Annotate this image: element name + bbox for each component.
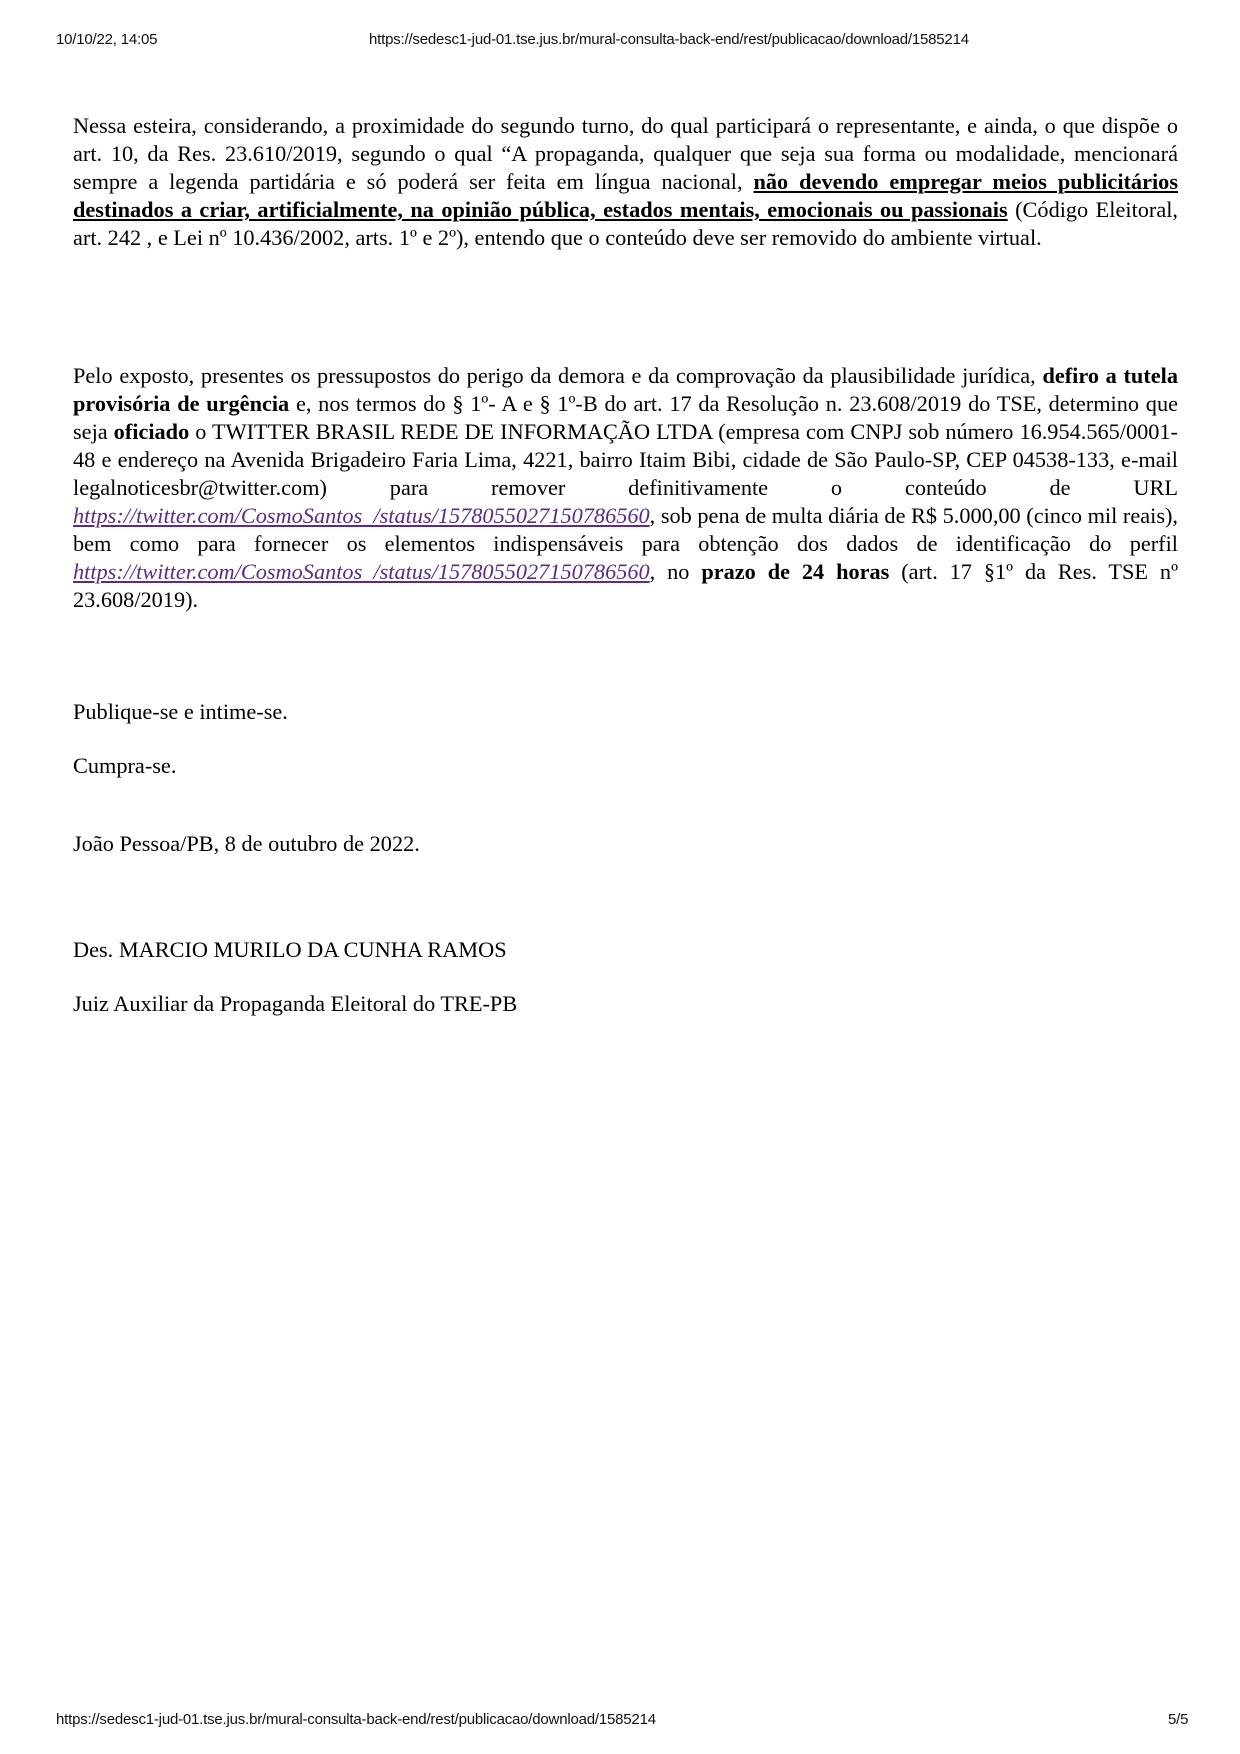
print-header-url: https://sedesc1-jud-01.tse.jus.br/mural-consulta-back-end/rest/publicacao/download/1585214: [369, 31, 969, 48]
p2-bold-oficiado: oficiado: [113, 419, 190, 444]
page-number: 5/5: [1168, 1711, 1189, 1728]
p2-text-5: , no: [649, 559, 702, 584]
signer-role: Juiz Auxiliar da Propaganda Eleitoral do TRE-PB: [73, 991, 518, 1016]
paragraph-considerations: [73, 112, 1178, 252]
p2-bold-defiro: defiro a tutela provisória de urgência: [73, 363, 1178, 416]
print-footer-url: https://sedesc1-jud-01.tse.jus.br/mural-consulta-back-end/rest/publicacao/download/1585214: [56, 1711, 656, 1728]
p2-text-1: Pelo exposto, presentes os pressupostos do perigo da demora e da comprovação da plausibilidade jurídica,: [73, 363, 1043, 388]
place-and-date: João Pessoa/PB, 8 de outubro de 2022.: [73, 831, 420, 856]
print-datetime: 10/10/22, 14:05: [56, 31, 158, 48]
tweet-url-link-1[interactable]: https://twitter.com/CosmoSantos_/status/1578055027150786560: [73, 503, 650, 528]
p1-text-1: Nessa esteira, considerando, a proximidade do segundo turno, do qual participará o representante, e ainda, o que dispõe o art. 10, da Res. 23.610/2019, segundo o qual “A propaganda, qualquer que seja sua forma ou modalidade, mencionará sempre a legenda partidária e só poderá ser feita em língua nacional,: [73, 113, 1178, 194]
p2-bold-prazo: prazo de 24 horas: [701, 559, 890, 584]
publish-order: Publique-se e intime-se.: [73, 699, 288, 724]
p1-text-2: (Código Eleitoral, art. 242 , e Lei nº 10.436/2002, arts. 1º e 2º), entendo que o conteúdo deve ser removido do ambiente virtual.: [73, 197, 1178, 250]
p1-emphasis-quote: não devendo empregar meios publicitários destinados a criar, artificialmente, na opinião pública, estados mentais, emocionais ou passionais: [73, 169, 1179, 222]
comply-order: Cumpra-se.: [73, 753, 177, 778]
p2-text-6: (art. 17 §1º da Res. TSE nº 23.608/2019).: [73, 559, 1178, 612]
p2-text-4: , sob pena de multa diária de R$ 5.000,00 (cinco mil reais), bem como para fornecer os elementos indispensáveis para obtenção dos dados de identificação do perfil: [73, 503, 1178, 556]
tweet-url-link-2[interactable]: https://twitter.com/CosmoSantos_/status/1578055027150786560: [73, 559, 650, 584]
p2-text-3: o TWITTER BRASIL REDE DE INFORMAÇÃO LTDA (empresa com CNPJ sob número 16.954.565/0001- 48 e endereço na Avenida Brigadeiro Faria Lima, 4221, bairro Itaim Bibi, cidade de São Paulo-SP, CEP 04538-133, e-mail legalnoticesbr@twitter.com) para remover definitivamente o conteúdo de URL: [73, 419, 1178, 500]
signer-name: Des. MARCIO MURILO DA CUNHA RAMOS: [73, 937, 507, 962]
p2-text-2: e, nos termos do § 1º- A e § 1º-B do art. 17 da Resolução n. 23.608/2019 do TSE, determino que seja: [73, 391, 1178, 444]
paragraph-decision: [73, 362, 1178, 614]
